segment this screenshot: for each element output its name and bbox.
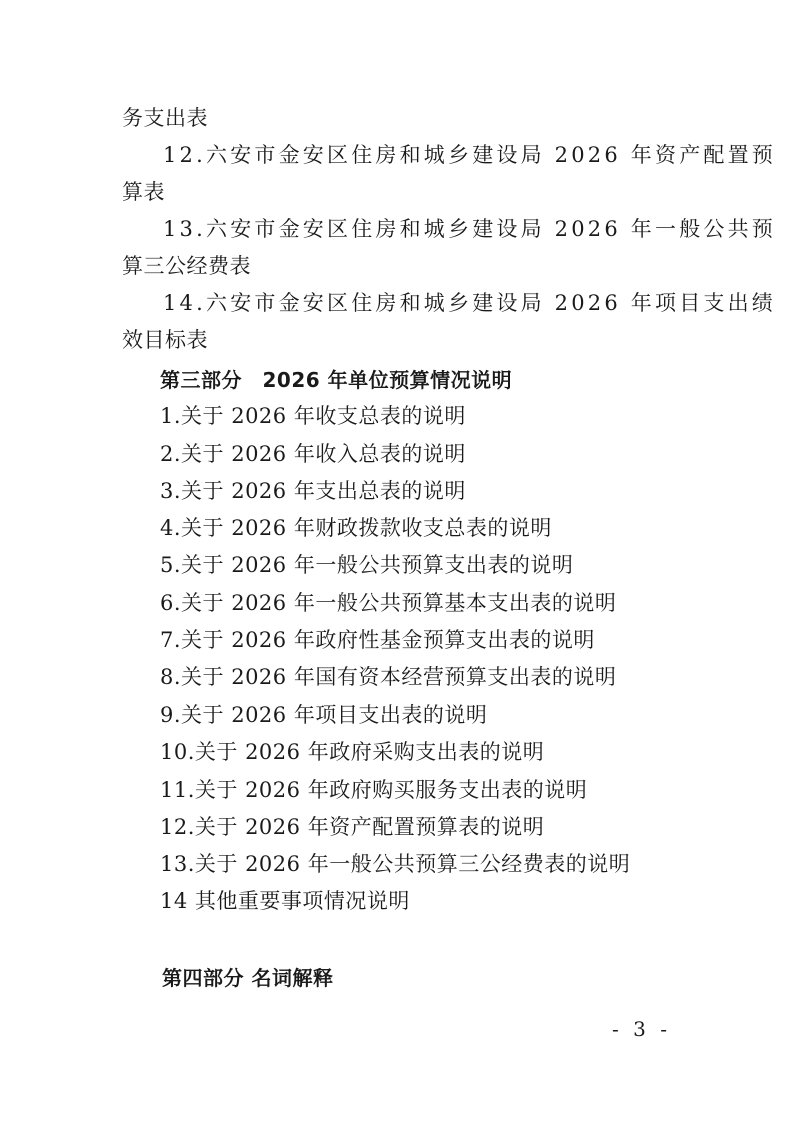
list-item-continuation: 务支出表 — [122, 106, 208, 130]
list-item-12-line2: 算表 — [122, 180, 165, 204]
list-item: 6.关于 2026 年一般公共预算基本支出表的说明 — [160, 591, 617, 615]
list-item: 7.关于 2026 年政府性基金预算支出表的说明 — [160, 628, 595, 652]
list-item-13-line2: 算三公经费表 — [122, 254, 251, 278]
list-item-14-line1: 14.六安市金安区住房和城乡建设局 2026 年项目支出绩 — [163, 291, 776, 315]
section-heading-part4: 第四部分 名词解释 — [162, 966, 334, 990]
list-item-12-line1: 12.六安市金安区住房和城乡建设局 2026 年资产配置预 — [163, 143, 776, 167]
list-item: 1.关于 2026 年收支总表的说明 — [160, 404, 466, 428]
list-item: 14 其他重要事项情况说明 — [160, 889, 410, 913]
list-item-14-line2: 效目标表 — [122, 328, 208, 352]
list-item: 8.关于 2026 年国有资本经营预算支出表的说明 — [160, 665, 617, 689]
list-item: 5.关于 2026 年一般公共预算支出表的说明 — [160, 553, 574, 577]
list-item: 3.关于 2026 年支出总表的说明 — [160, 479, 466, 503]
list-item: 9.关于 2026 年项目支出表的说明 — [160, 703, 488, 727]
list-item: 10.关于 2026 年政府采购支出表的说明 — [160, 740, 545, 764]
list-item: 13.关于 2026 年一般公共预算三公经费表的说明 — [160, 852, 631, 876]
list-item: 4.关于 2026 年财政拨款收支总表的说明 — [160, 516, 552, 540]
list-item-13-line1: 13.六安市金安区住房和城乡建设局 2026 年一般公共预 — [163, 217, 776, 241]
page-number: - 3 - — [612, 1017, 671, 1041]
section-heading-part3: 第三部分 2026 年单位预算情况说明 — [160, 368, 513, 392]
list-item: 12.关于 2026 年资产配置预算表的说明 — [160, 815, 545, 839]
list-item: 2.关于 2026 年收入总表的说明 — [160, 442, 466, 466]
list-item: 11.关于 2026 年政府购买服务支出表的说明 — [160, 778, 588, 802]
